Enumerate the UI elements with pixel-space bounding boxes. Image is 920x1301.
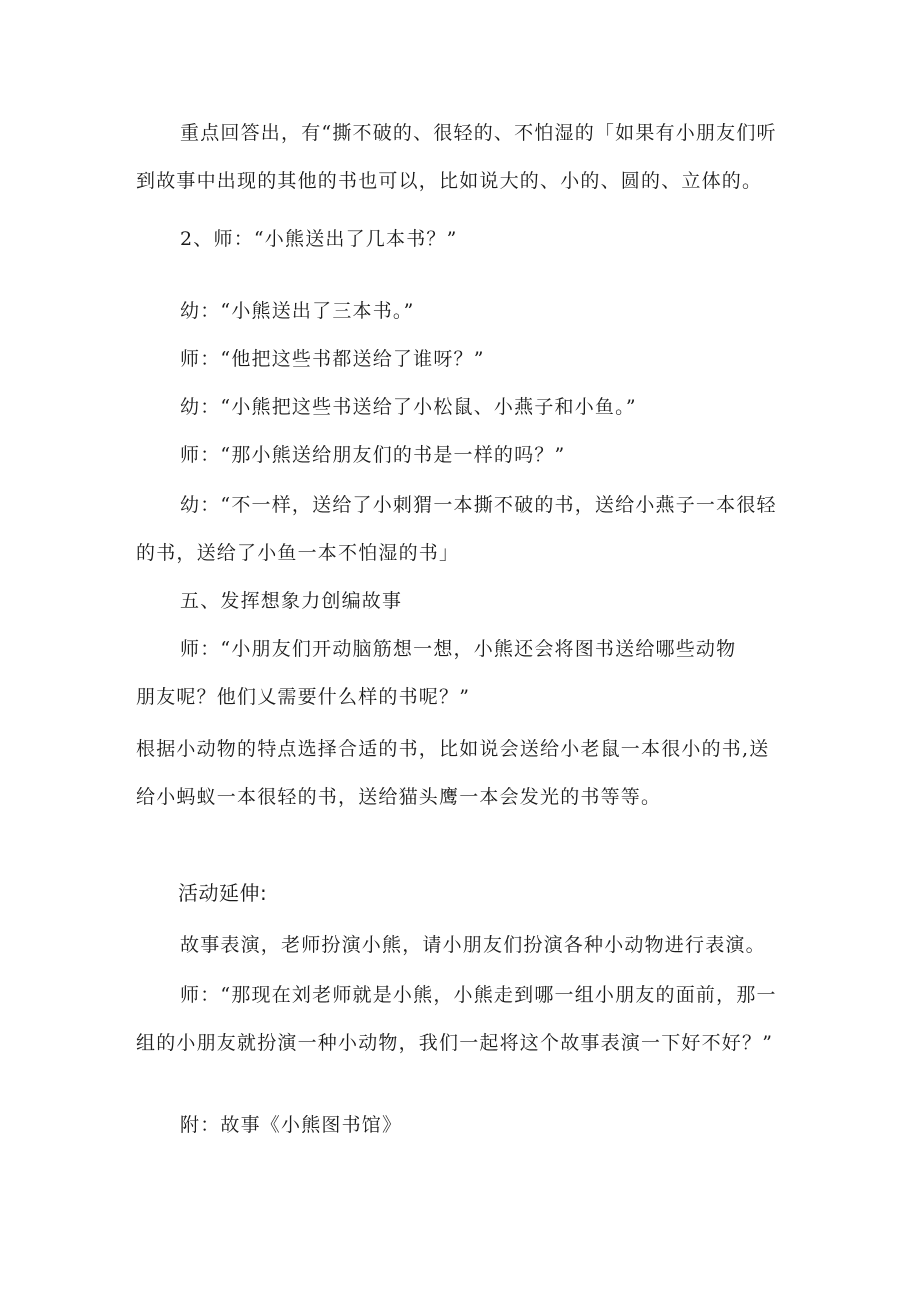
paragraph-line: 组的小朋友就扮演一种小动物，我们一起将这个故事表演一下好不好？” (136, 1032, 774, 1054)
paragraph-line: 幼：“小熊送出了三本书。” (180, 300, 415, 322)
appendix-title: 附：故事《小熊图书馆》 (180, 1114, 403, 1136)
paragraph-line: 重点回答出，有“撕不破的、很轻的、不怕湿的「如果有小朋友们听 (180, 122, 777, 144)
paragraph-line: 故事表演，老师扮演小熊，请小朋友们扮演各种小动物进行表演。 (180, 934, 766, 956)
paragraph-line: 2、师：“小熊送出了几本书？” (180, 228, 458, 250)
paragraph-line: 师：“那小熊送给朋友们的书是一样的吗？” (180, 444, 566, 466)
paragraph-line: 师：“小朋友们开动脑筋想一想，小熊还会将图书送给哪些动物 (180, 638, 737, 660)
paragraph-line: 师：“他把这些书都送给了谁呀？” (180, 348, 485, 370)
paragraph-line: 幼：“不一样，送给了小刺猬一本撕不破的书，送给小燕子一本很轻 (180, 494, 777, 516)
paragraph-line: 的书，送给了小鱼一本不怕湿的书」 (136, 542, 460, 564)
section-heading: 五、发挥想象力创编故事 (180, 590, 403, 612)
paragraph-line: 到故事中出现的其他的书也可以，比如说大的、小的、圆的、立体的。 (136, 170, 763, 192)
paragraph-line: 根据小动物的特点选择合适的书，比如说会送给小老鼠一本很小的书,送 (136, 738, 770, 760)
paragraph-line: 幼：“小熊把这些书送给了小松鼠、小燕子和小鱼。” (180, 396, 637, 418)
extension-heading: 活动延伸: (178, 881, 268, 905)
paragraph-line: 师：“那现在刘老师就是小熊，小熊走到哪一组小朋友的面前，那一 (180, 984, 777, 1006)
paragraph-line: 给小蚂蚁一本很轻的书，送给猫头鹰一本会发光的书等等。 (136, 786, 662, 808)
paragraph-line: 朋友呢？他们乂需要什么样的书呢？” (136, 686, 471, 708)
